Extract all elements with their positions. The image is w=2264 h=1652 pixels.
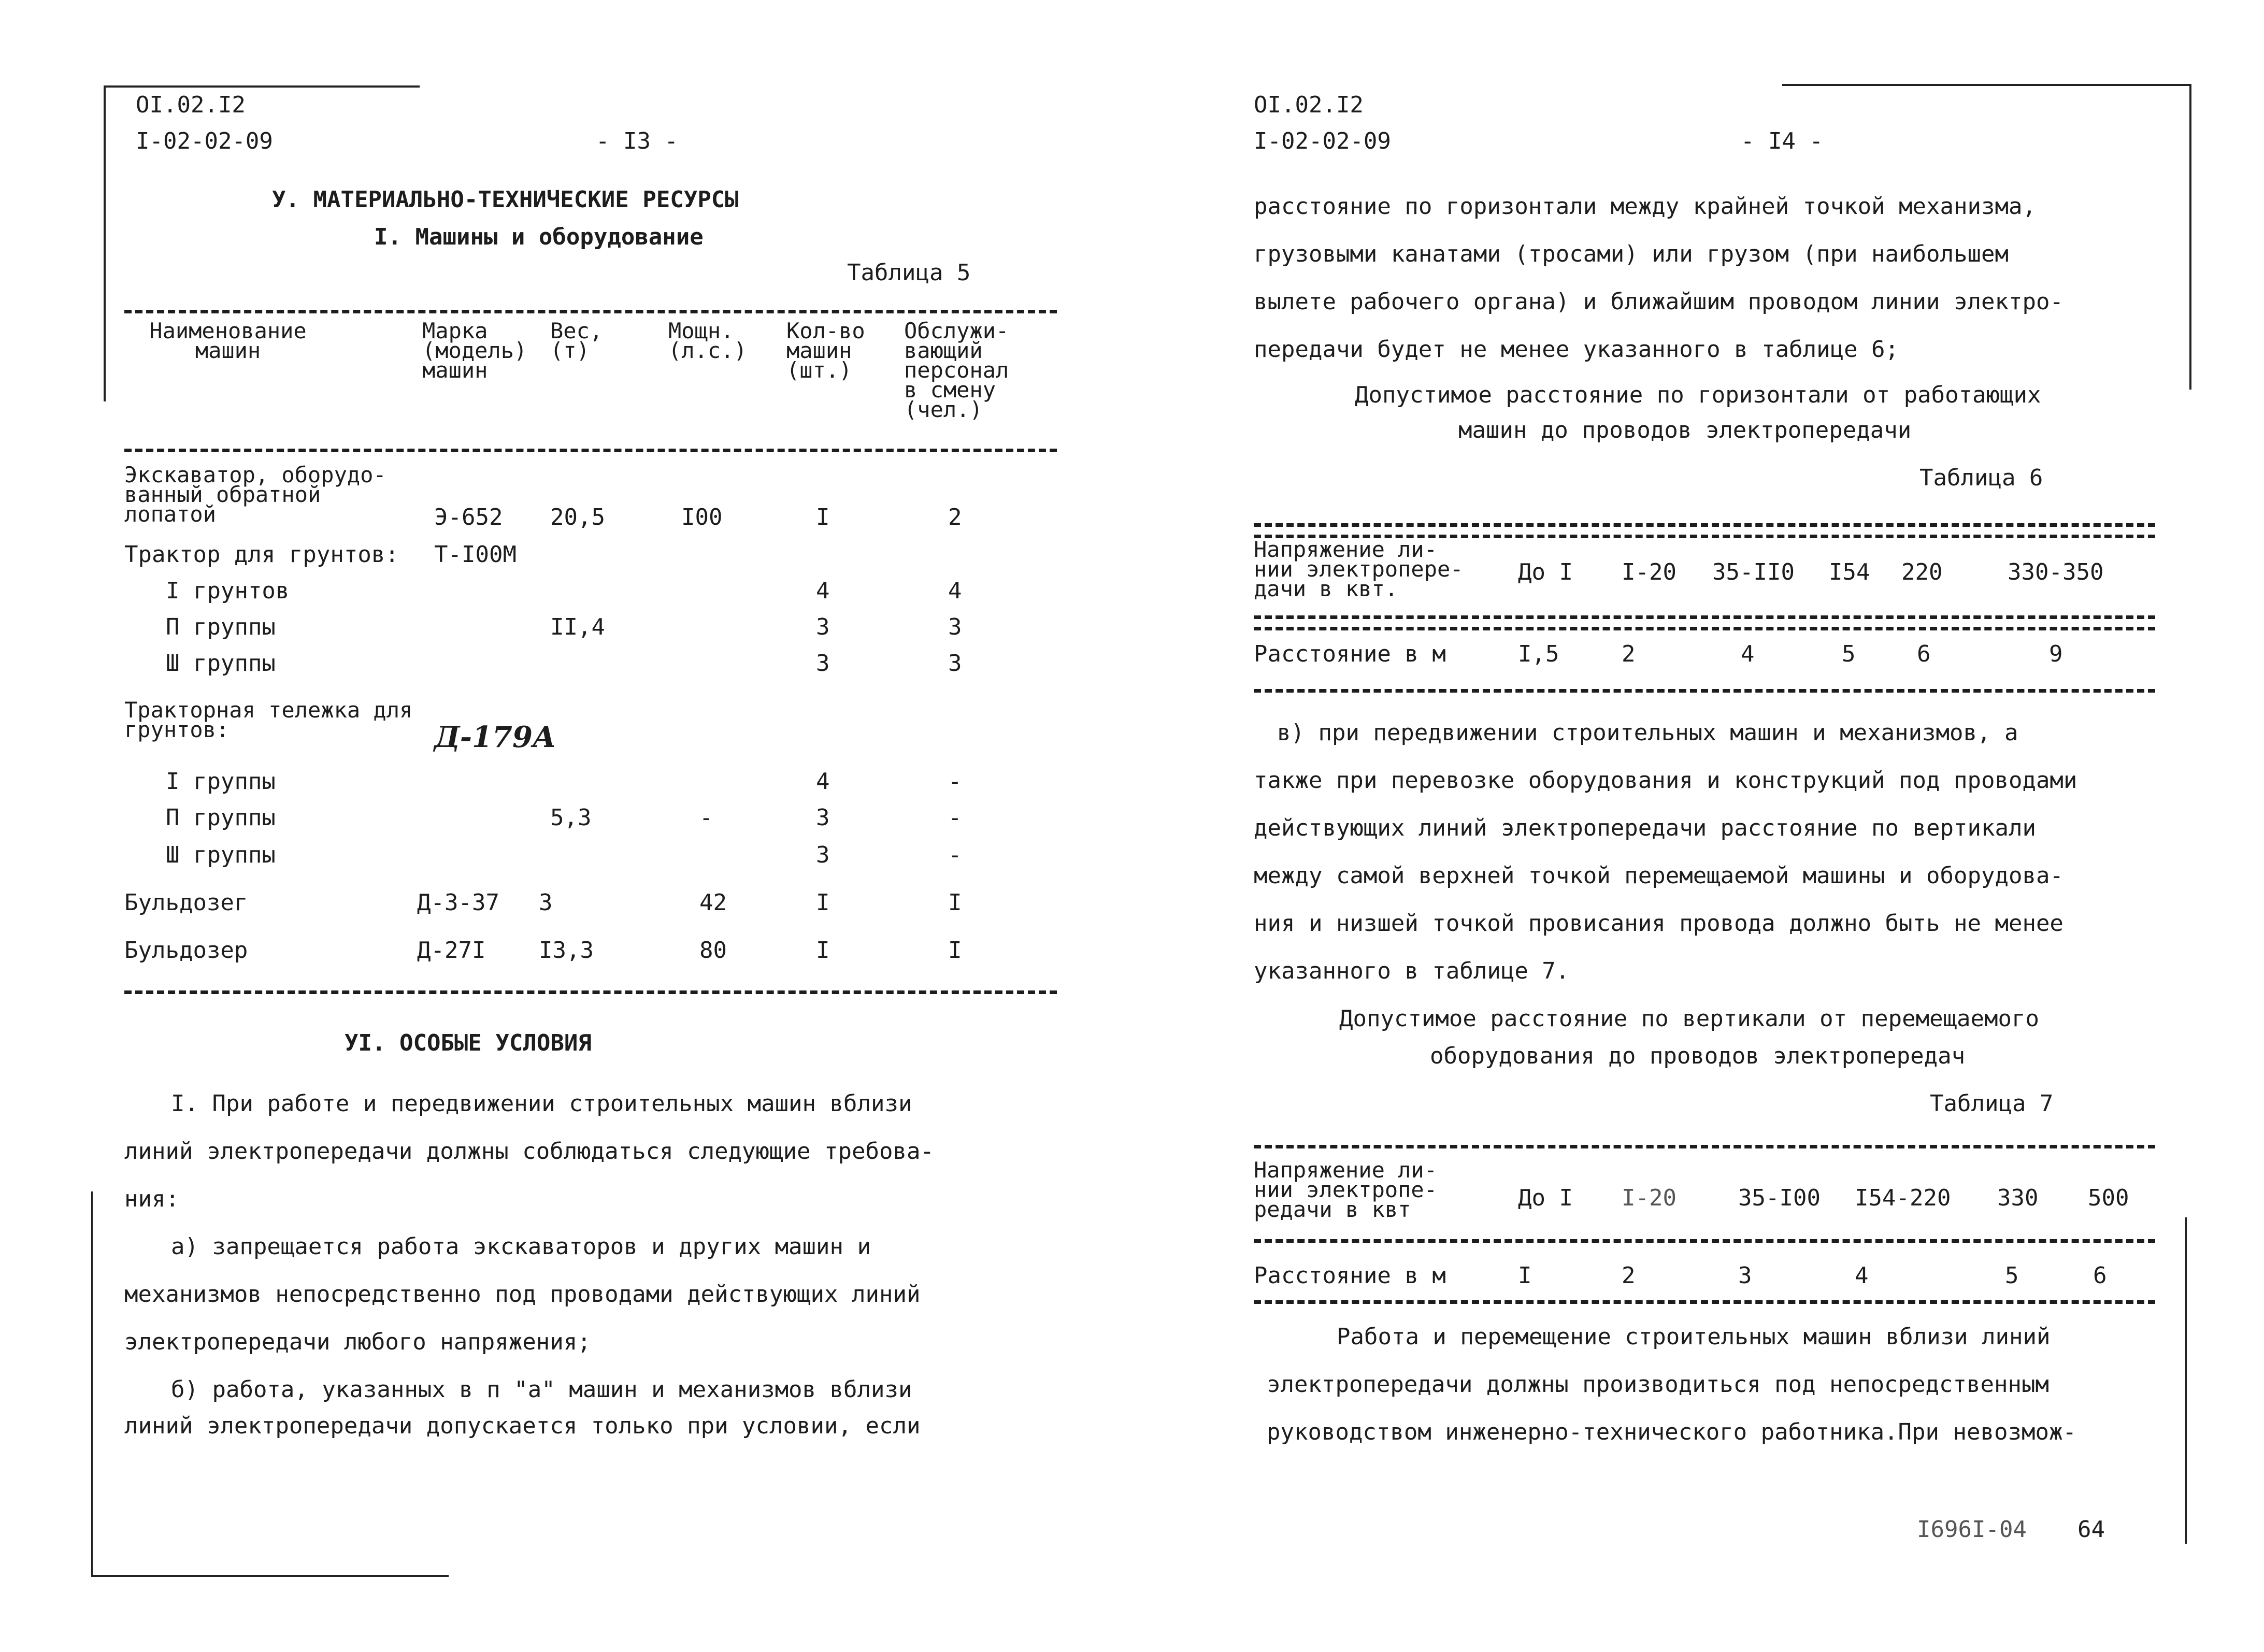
right-frame-right-lower — [2185, 1217, 2187, 1544]
right-frame-right — [2189, 84, 2191, 390]
table5-header-qty: Кол-во машин (шт.) — [786, 318, 865, 383]
table5-cell-staff: - — [948, 768, 962, 795]
table5-rule-top — [124, 310, 1057, 313]
paragraph-line: действующих линий электропередачи расстояние по вертикали — [1254, 815, 2036, 841]
table5-cell-staff: 2 — [948, 504, 962, 530]
table7-caption-1: Допустимое расстояние по вертикали от перемещаемого — [1339, 1005, 2040, 1032]
table5-cell-mark: Д-27I — [417, 937, 486, 964]
paragraph-line: руководством инженерно-технического работника.При невозмож- — [1267, 1419, 2076, 1445]
paragraph-line: ния и низшей точкой провисания провода должно быть не менее — [1254, 910, 2064, 937]
paragraph-line: I. При работе и передвижении строительных машин вблизи — [171, 1090, 912, 1117]
left-page-number: - I3 - — [596, 128, 678, 154]
paragraph-line: ния: — [124, 1186, 179, 1212]
table6-voltage: 35-II0 — [1712, 559, 1795, 585]
paragraph-line: механизмов непосредственно под проводами действующих линий — [124, 1281, 921, 1308]
table5-cell-staff: 3 — [948, 614, 962, 640]
table7-voltage: I-20 — [1622, 1185, 1676, 1211]
table6-distance: 5 — [1842, 641, 1856, 667]
table6-row-label: Расстояние в м — [1254, 641, 1446, 667]
table5-rule-bottom — [124, 990, 1057, 994]
table6-label: Таблица 6 — [1919, 465, 2043, 491]
table6-voltage: 220 — [1901, 559, 1943, 585]
table6-distance: 4 — [1741, 641, 1755, 667]
table-row: Ш группы — [166, 650, 276, 677]
table-row: Ш группы — [166, 842, 276, 868]
table5-cell-weight: 20,5 — [550, 504, 605, 530]
paragraph-line: в) при передвижении строительных машин и механизмов, а — [1277, 720, 2018, 746]
table5-cell-weight: I3,3 — [539, 937, 594, 964]
section-title: У. МАТЕРИАЛЬНО-ТЕХНИЧЕСКИЕ РЕСУРСЫ — [272, 186, 739, 213]
table6-distance: I,5 — [1518, 641, 1559, 667]
table5-cell-qty: 3 — [816, 650, 830, 677]
table5-cell-weight: II,4 — [550, 614, 605, 640]
table-row: Трактор для грунтов: — [124, 541, 399, 568]
table5-cell-power: - — [699, 805, 713, 831]
table7-distance: 3 — [1738, 1262, 1752, 1289]
left-frame-left-lower — [91, 1191, 93, 1575]
paragraph-line: линий электропередачи должны соблюдаться следующие требова- — [124, 1138, 934, 1165]
table5-cell-qty: 3 — [816, 614, 830, 640]
table5-cell-qty: I — [816, 889, 830, 916]
table5-cell-staff: I — [948, 889, 962, 916]
table7-distance: 2 — [1622, 1262, 1636, 1289]
paragraph-line: Работа и перемещение строительных машин вблизи линий — [1337, 1324, 2051, 1350]
table5-cell-mark: Э-652 — [434, 504, 503, 530]
left-frame-top — [104, 85, 420, 88]
paragraph-line: грузовыми канатами (тросами) или грузом (при наибольшем — [1254, 241, 2009, 267]
paragraph-line: электропередачи должны производиться под непосредственным — [1267, 1371, 2049, 1398]
table5-cell-power: I00 — [681, 504, 723, 530]
table6-rule-bottom — [1254, 689, 2155, 693]
section2-title: УI. ОСОБЫЕ УСЛОВИЯ — [345, 1030, 592, 1056]
table6-rule-mid2 — [1254, 627, 2155, 630]
table5-header-name: Наименование машин — [149, 318, 307, 363]
left-doc-number: I-02-02-09 — [136, 128, 273, 154]
paragraph-line: также при перевозке оборудования и конструкций под проводами — [1254, 767, 2077, 794]
table5-cell-weight: 5,3 — [550, 805, 592, 831]
table-row: I группы — [166, 768, 276, 795]
table5-header-staff: Обслужи- вающий персонал в смену (чел.) — [904, 318, 1009, 422]
table6-header-label: Напряжение ли- нии электропере- дачи в квт. — [1254, 537, 1464, 601]
left-frame-left — [104, 85, 106, 401]
table7-header-label: Напряжение ли- нии электропе- редачи в квт — [1254, 1157, 1438, 1222]
paragraph-line: электропередачи любого напряжения; — [124, 1329, 591, 1355]
table5-cell-staff: - — [948, 842, 962, 868]
table5-cell-qty: I — [816, 504, 830, 530]
left-doc-code: OI.02.I2 — [136, 92, 246, 118]
table6-caption-2: машин до проводов электропередачи — [1458, 417, 1912, 443]
table6-voltage: I54 — [1829, 559, 1870, 585]
table-row: Экскаватор, оборудо- ванный обратной лопатой — [124, 462, 386, 527]
table7-distance: I — [1518, 1262, 1532, 1289]
table5-cell-staff: I — [948, 937, 962, 964]
table7-distance: 4 — [1855, 1262, 1869, 1289]
table-row: Бульдозег — [124, 889, 248, 916]
table5-cell-mark: Т-I00М — [434, 541, 517, 568]
table-row: П группы — [166, 614, 276, 640]
table5-label: Таблица 5 — [847, 260, 971, 286]
table7-voltage: 330 — [1997, 1185, 2039, 1211]
subsection-title: I. Машины и оборудование — [374, 224, 704, 250]
table7-voltage: I54-220 — [1855, 1185, 1951, 1211]
paragraph-line: линий электропередачи допускается только при условии, если — [124, 1413, 921, 1439]
right-doc-number: I-02-02-09 — [1254, 128, 1391, 154]
table7-row-label: Расстояние в м — [1254, 1262, 1446, 1289]
table7-label: Таблица 7 — [1930, 1090, 2054, 1117]
table7-rule-top — [1254, 1145, 2155, 1148]
table5-cell-mark-handwritten: Д-179А — [434, 720, 556, 754]
table6-distance: 6 — [1917, 641, 1931, 667]
table5-header-weight: Вес, (т) — [550, 318, 603, 363]
right-page-number: - I4 - — [1741, 128, 1823, 154]
table6-voltage: I-20 — [1622, 559, 1676, 585]
table5-cell-qty: 3 — [816, 805, 830, 831]
paragraph-line: указанного в таблице 7. — [1254, 958, 1570, 984]
paragraph-line: расстояние по горизонтали между крайней точкой механизма, — [1254, 193, 2036, 220]
table7-distance: 5 — [2005, 1262, 2019, 1289]
table5-cell-staff: - — [948, 805, 962, 831]
table5-cell-qty: 3 — [816, 842, 830, 868]
table6-caption-1: Допустимое расстояние по горизонтали от работающих — [1355, 382, 2041, 408]
table6-rule-mid — [1254, 615, 2155, 619]
footer-page: 64 — [2077, 1516, 2105, 1543]
table-row: П группы — [166, 805, 276, 831]
table-row: Бульдозер — [124, 937, 248, 964]
table7-voltage: 35-I00 — [1738, 1185, 1821, 1211]
table6-rule-top — [1254, 523, 2155, 527]
table6-distance: 9 — [2049, 641, 2063, 667]
table-row: Тракторная тележка для грунтов: — [124, 697, 413, 742]
table6-voltage: До I — [1518, 559, 1573, 585]
table7-voltage: 500 — [2088, 1185, 2129, 1211]
table5-cell-qty: I — [816, 937, 830, 964]
footer-code: I696I-04 — [1917, 1516, 2027, 1543]
paragraph-line: между самой верхней точкой перемещаемой машины и оборудова- — [1254, 863, 2064, 889]
table7-caption-2: оборудования до проводов электропередач — [1430, 1043, 1966, 1069]
right-doc-code: OI.02.I2 — [1254, 92, 1364, 118]
table5-cell-qty: 4 — [816, 578, 830, 604]
table-row: I грунтов — [166, 578, 290, 604]
table5-rule-header — [124, 449, 1057, 452]
paragraph-line: передачи будет не менее указанного в таблице 6; — [1254, 336, 1899, 363]
table5-cell-mark: Д-3-37 — [417, 889, 499, 916]
table5-cell-qty: 4 — [816, 768, 830, 795]
table5-cell-staff: 4 — [948, 578, 962, 604]
table5-cell-power: 80 — [699, 937, 727, 964]
table7-rule-bottom — [1254, 1300, 2155, 1304]
table6-voltage: 330-350 — [2008, 559, 2104, 585]
table5-cell-power: 42 — [699, 889, 727, 916]
table5-cell-staff: 3 — [948, 650, 962, 677]
table5-header-mark: Марка (модель) машин — [422, 318, 527, 383]
paragraph-line: б) работа, указанных в п "а" машин и механизмов вблизи — [171, 1376, 912, 1403]
table5-header-power: Мощн. (л.с.) — [668, 318, 747, 363]
paragraph-line: а) запрещается работа экскаваторов и других машин и — [171, 1233, 871, 1260]
table6-distance: 2 — [1622, 641, 1636, 667]
table7-distance: 6 — [2093, 1262, 2107, 1289]
table5-cell-weight: 3 — [539, 889, 553, 916]
right-frame-top — [1782, 84, 2191, 86]
left-frame-bottom — [91, 1575, 449, 1577]
table7-rule-mid — [1254, 1239, 2155, 1243]
table7-voltage: До I — [1518, 1185, 1573, 1211]
paragraph-line: вылете рабочего органа) и ближайшим проводом линии электро- — [1254, 289, 2064, 315]
